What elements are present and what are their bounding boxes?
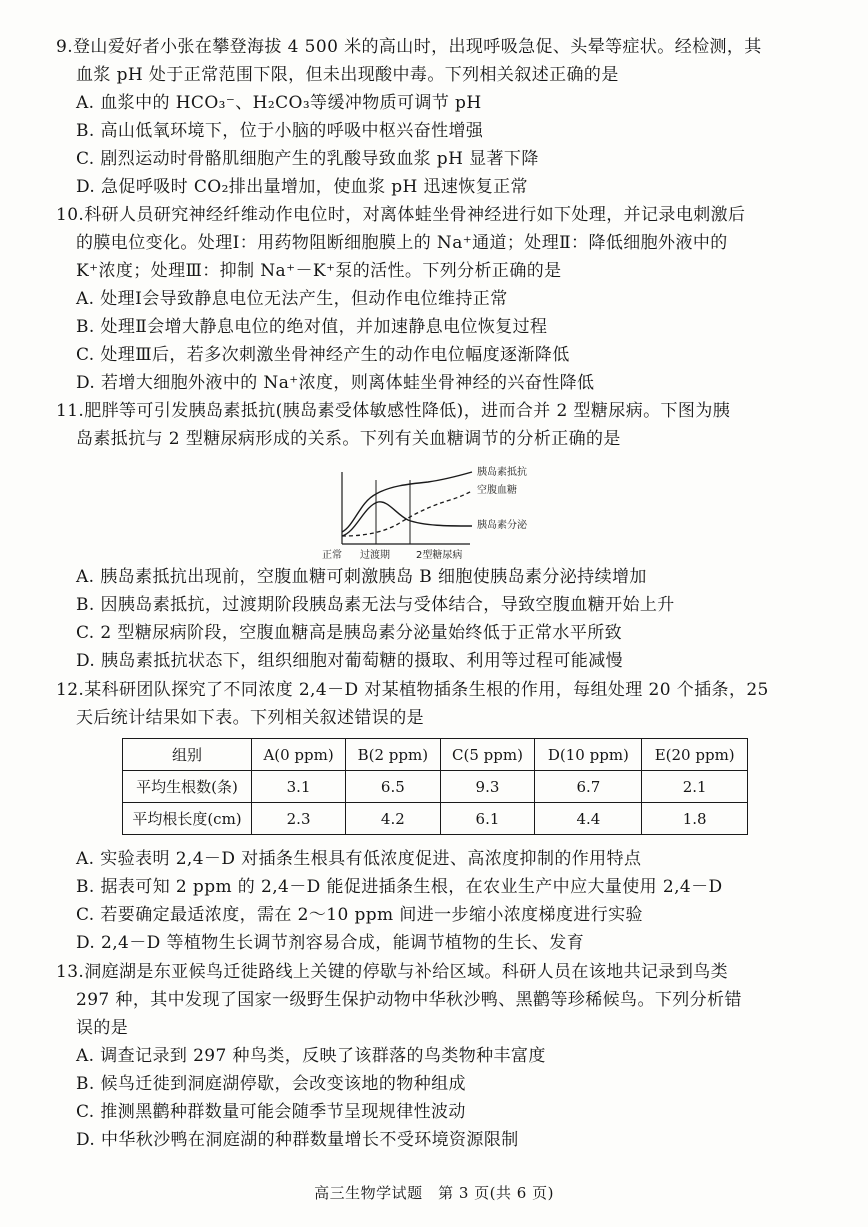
table-header-cell: B(2 ppm)	[346, 739, 440, 771]
q9-option-a[interactable]: A. 血浆中的 HCO₃⁻、H₂CO₃等缓冲物质可调节 pH	[76, 93, 482, 113]
q12-stem-line-2: 天后统计结果如下表。下列相关叙述错误的是	[76, 708, 424, 728]
q13-stem-line-1: 13.洞庭湖是东亚候鸟迁徙路线上关键的停歇与补给区域。科研人员在该地共记录到鸟类	[56, 962, 729, 982]
q10-option-a[interactable]: A. 处理Ⅰ会导致静息电位无法产生，但动作电位维持正常	[76, 289, 508, 309]
question-10	[56, 201, 826, 397]
label-insulin-secretion: 胰岛素分泌	[477, 520, 527, 531]
curve-fasting-glucose	[342, 491, 472, 536]
q12-option-b[interactable]: B. 据表可知 2 ppm 的 2,4－D 能促进插条生根，在农业生产中应大量使用 2,4－D	[76, 877, 723, 897]
q9-stem-line-2: 血浆 pH 处于正常范围下限，但未出现酸中毒。下列相关叙述正确的是	[76, 65, 619, 85]
stage-label-diabetes: 2型糖尿病	[416, 550, 463, 561]
label-fasting-glucose: 空腹血糖	[477, 485, 517, 496]
q11-option-d[interactable]: D. 胰岛素抵抗状态下，组织细胞对葡萄糖的摄取、利用等过程可能减慢	[76, 651, 624, 671]
page-footer: 高三生物学试题 第 3 页(共 6 页)	[314, 1184, 554, 1202]
q10-option-d[interactable]: D. 若增大细胞外液中的 Na⁺浓度，则离体蛙坐骨神经的兴奋性降低	[76, 373, 595, 393]
q11-stem-line-2: 岛素抵抗与 2 型糖尿病形成的关系。下列有关血糖调节的分析正确的是	[76, 429, 621, 449]
table-cell: 平均生根数(条)	[123, 771, 252, 803]
question-11	[56, 397, 826, 453]
q9-option-b[interactable]: B. 高山低氧环境下，位于小脑的呼吸中枢兴奋性增强	[76, 121, 484, 141]
table-header-cell: A(0 ppm)	[252, 739, 346, 771]
q13-option-b[interactable]: B. 候鸟迁徙到洞庭湖停歇，会改变该地的物种组成	[76, 1074, 466, 1094]
q10-option-b[interactable]: B. 处理Ⅱ会增大静息电位的绝对值，并加速静息电位恢复过程	[76, 317, 548, 337]
q10-stem-line-2: 的膜电位变化。处理Ⅰ：用药物阻断细胞膜上的 Na⁺通道；处理Ⅱ：降低细胞外液中的	[76, 233, 728, 253]
curve-insulin-resistance	[342, 472, 472, 532]
table-cell: 平均根长度(cm)	[123, 803, 252, 835]
table-cell: 2.1	[642, 771, 748, 803]
table-header-cell: D(10 ppm)	[535, 739, 642, 771]
table-cell: 4.2	[346, 803, 440, 835]
q10-stem-line-3: K⁺浓度；处理Ⅲ：抑制 Na⁺－K⁺泵的活性。下列分析正确的是	[76, 261, 562, 281]
question-12-options	[56, 845, 826, 957]
q10-stem-line-1: 10.科研人员研究神经纤维动作电位时，对离体蛙坐骨神经进行如下处理，并记录电刺激后	[56, 205, 746, 225]
question-9	[56, 33, 826, 201]
stage-label-normal: 正常	[322, 550, 342, 561]
diagram-svg	[320, 466, 560, 570]
rooting-results-table	[122, 738, 748, 835]
table-header-cell: C(5 ppm)	[440, 739, 535, 771]
table-cell: 9.3	[440, 771, 535, 803]
q10-option-c[interactable]: C. 处理Ⅲ后，若多次刺激坐骨神经产生的动作电位幅度逐渐降低	[76, 345, 570, 365]
label-insulin-resistance: 胰岛素抵抗	[477, 467, 527, 478]
stage-label-transition: 过渡期	[360, 550, 390, 561]
q11-option-c[interactable]: C. 2 型糖尿病阶段，空腹血糖高是胰岛素分泌量始终低于正常水平所致	[76, 623, 623, 643]
q9-option-c[interactable]: C. 剧烈运动时骨骼肌细胞产生的乳酸导致血浆 pH 显著下降	[76, 149, 539, 169]
q13-option-d[interactable]: D. 中华秋沙鸭在洞庭湖的种群数量增长不受环境资源限制	[76, 1130, 519, 1150]
table-cell: 6.7	[535, 771, 642, 803]
q11-stem-line-1: 11.肥胖等可引发胰岛素抵抗(胰岛素受体敏感性降低)，进而合并 2 型糖尿病。下图为胰	[56, 401, 731, 421]
q13-stem-line-2: 297 种，其中发现了国家一级野生保护动物中华秋沙鸭、黑鹳等珍稀候鸟。下列分析错	[76, 990, 742, 1010]
q13-option-c[interactable]: C. 推测黑鹳种群数量可能会随季节呈现规律性波动	[76, 1102, 466, 1122]
q13-stem-line-3: 误的是	[76, 1018, 129, 1038]
question-11-options	[56, 563, 826, 675]
q11-option-a[interactable]: A. 胰岛素抵抗出现前，空腹血糖可刺激胰岛 B 细胞使胰岛素分泌持续增加	[76, 567, 647, 587]
table-row	[123, 803, 748, 835]
q12-stem-line-1: 12.某科研团队探究了不同浓度 2,4－D 对某植物插条生根的作用，每组处理 20 个插条，25	[56, 680, 769, 700]
q11-option-b[interactable]: B. 因胰岛素抵抗，过渡期阶段胰岛素无法与受体结合，导致空腹血糖开始上升	[76, 595, 675, 615]
q13-option-a[interactable]: A. 调查记录到 297 种鸟类，反映了该群落的鸟类物种丰富度	[76, 1046, 546, 1066]
table-cell: 3.1	[252, 771, 346, 803]
table-row	[123, 771, 748, 803]
table-cell: 2.3	[252, 803, 346, 835]
table-cell: 4.4	[535, 803, 642, 835]
q9-stem-line-1: 9.登山爱好者小张在攀登海拔 4 500 米的高山时，出现呼吸急促、头晕等症状。经检测，其	[56, 37, 762, 57]
insulin-resistance-diagram	[320, 466, 560, 570]
q9-option-d[interactable]: D. 急促呼吸时 CO₂排出量增加，使血浆 pH 迅速恢复正常	[76, 177, 528, 197]
table-header-row	[123, 739, 748, 771]
question-12	[56, 676, 826, 732]
question-13	[56, 958, 826, 1154]
table-cell: 6.1	[440, 803, 535, 835]
table-cell: 1.8	[642, 803, 748, 835]
q12-option-c[interactable]: C. 若要确定最适浓度，需在 2～10 ppm 间进一步缩小浓度梯度进行实验	[76, 905, 643, 925]
table-header-cell: E(20 ppm)	[642, 739, 748, 771]
q12-option-d[interactable]: D. 2,4－D 等植物生长调节剂容易合成，能调节植物的生长、发育	[76, 933, 585, 953]
table-cell: 6.5	[346, 771, 440, 803]
table-header-cell: 组别	[123, 739, 252, 771]
q12-option-a[interactable]: A. 实验表明 2,4－D 对插条生根具有低浓度促进、高浓度抑制的作用特点	[76, 849, 642, 869]
